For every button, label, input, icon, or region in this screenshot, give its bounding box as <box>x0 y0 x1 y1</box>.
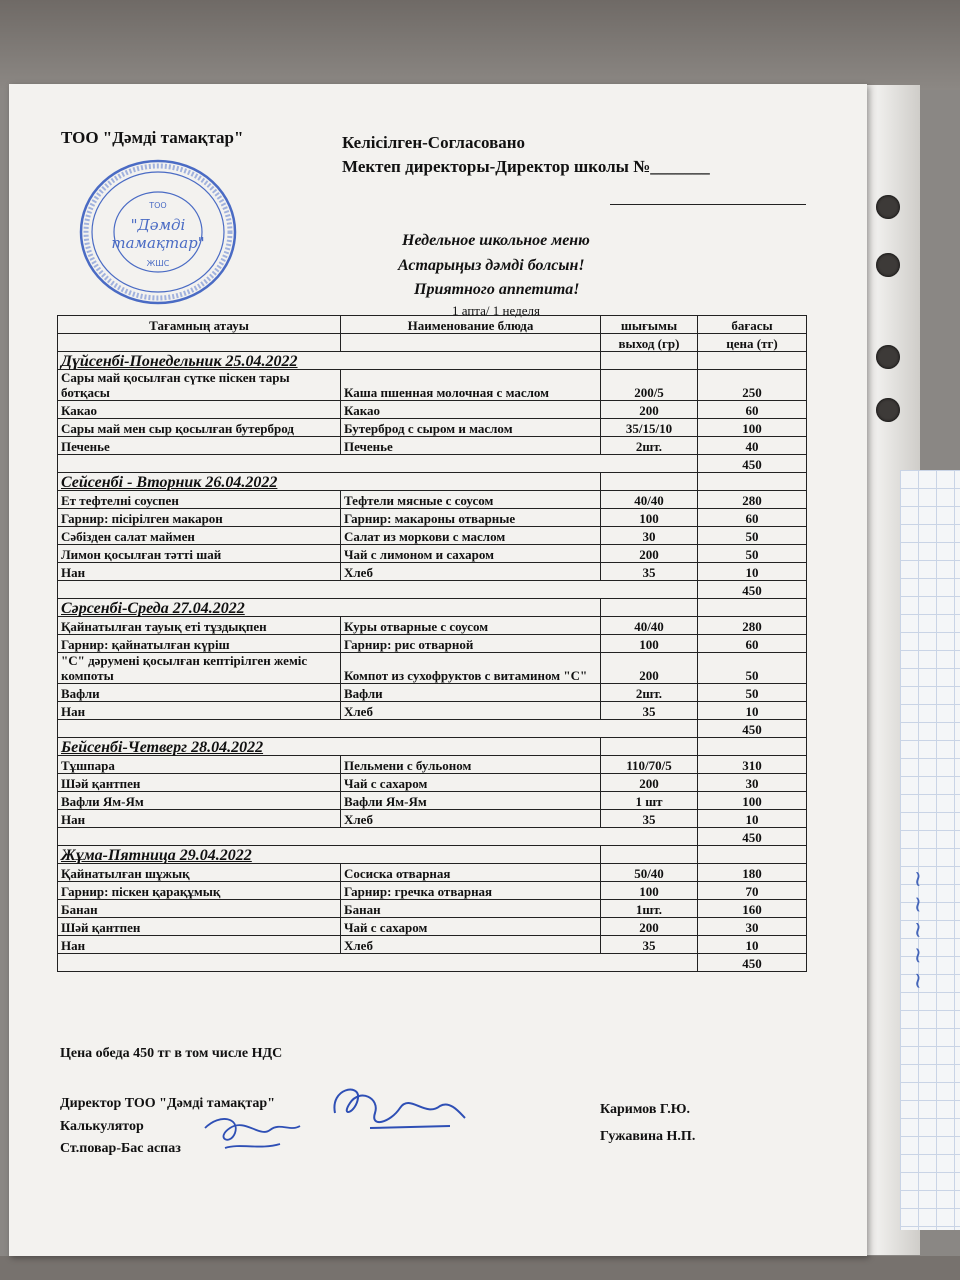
day-title: Жұма-Пятница 29.04.2022 <box>58 846 601 864</box>
day-heading-row <box>58 846 807 864</box>
dish-price: 40 <box>698 437 807 455</box>
day-total: 450 <box>698 828 807 846</box>
empty-cell <box>601 473 698 491</box>
director-label: Директор ТОО "Дәмді тамақтар" <box>60 1096 275 1111</box>
dish-yield: 200 <box>601 774 698 792</box>
dish-name-kz: Тұшпара <box>58 756 341 774</box>
table-row <box>58 774 807 792</box>
dish-yield: 40/40 <box>601 491 698 509</box>
dish-name-ru: Гарнир: гречка отварная <box>341 882 601 900</box>
dish-price: 10 <box>698 810 807 828</box>
empty-cell <box>58 828 698 846</box>
day-title: Дүйсенбі-Понедельник 25.04.2022 <box>58 352 601 370</box>
dish-name-ru: Хлеб <box>341 702 601 720</box>
dish-name-kz: "С" дәрумені қосылған кептірілген жеміс компоты <box>58 653 341 684</box>
dish-yield: 200 <box>601 545 698 563</box>
menu-greeting-kz: Астарыңыз дәмді болсын! <box>398 257 585 274</box>
stamp-name-1: "Дәмді <box>130 216 186 234</box>
company-name: ТОО "Дәмді тамақтар" <box>61 128 244 147</box>
day-heading-row <box>58 738 807 756</box>
empty-cell <box>698 846 807 864</box>
dish-yield: 35 <box>601 810 698 828</box>
day-total: 450 <box>698 954 807 972</box>
day-heading-row <box>58 473 807 491</box>
dish-name-ru: Какао <box>341 401 601 419</box>
day-heading-row <box>58 352 807 370</box>
dish-price: 50 <box>698 545 807 563</box>
empty-cell <box>601 738 698 756</box>
dish-price: 100 <box>698 792 807 810</box>
day-title: Бейсенбі-Четверг 28.04.2022 <box>58 738 601 756</box>
table-row <box>58 563 807 581</box>
empty-cell <box>58 581 698 599</box>
header-row <box>58 316 807 334</box>
table-row <box>58 437 807 455</box>
col-header-price-kz: бағасы <box>698 316 807 334</box>
stamp-name-2: тамақтар" <box>111 234 205 252</box>
dish-name-ru: Вафли Ям-Ям <box>341 792 601 810</box>
empty-cell <box>601 599 698 617</box>
stamp-top-text: ТОО <box>149 201 167 210</box>
dish-yield: 100 <box>601 509 698 527</box>
day-total-row <box>58 720 807 738</box>
day-total-row <box>58 954 807 972</box>
dish-name-ru: Сосиска отварная <box>341 864 601 882</box>
dish-name-ru: Тефтели мясные с соусом <box>341 491 601 509</box>
dish-price: 60 <box>698 509 807 527</box>
dish-yield: 35 <box>601 702 698 720</box>
dish-name-ru: Пельмени с бульоном <box>341 756 601 774</box>
dish-yield: 1шт. <box>601 900 698 918</box>
background-top <box>0 0 960 90</box>
dish-price: 10 <box>698 563 807 581</box>
stamp-bottom-text: ЖШС <box>146 259 170 268</box>
chef-name: Гужавина Н.П. <box>600 1129 696 1144</box>
table-row <box>58 527 807 545</box>
table-row <box>58 370 807 401</box>
dish-name-kz: Шәй қантпен <box>58 918 341 936</box>
dish-name-kz: Сәбізден салат маймен <box>58 527 341 545</box>
day-total: 450 <box>698 455 807 473</box>
dish-name-ru: Гарнир: рис отварной <box>341 635 601 653</box>
day-title: Сәрсенбі-Среда 27.04.2022 <box>58 599 601 617</box>
dish-yield: 2шт. <box>601 437 698 455</box>
dish-name-kz: Нан <box>58 810 341 828</box>
table-row <box>58 419 807 437</box>
col-header-ru: Наименование блюда <box>341 316 601 334</box>
dish-yield: 50/40 <box>601 864 698 882</box>
day-total-row <box>58 455 807 473</box>
table-row <box>58 545 807 563</box>
dish-yield: 35 <box>601 936 698 954</box>
dish-name-kz: Шәй қантпен <box>58 774 341 792</box>
table-row <box>58 702 807 720</box>
school-director-line: Мектеп директоры-Директор школы №_______ <box>342 157 710 176</box>
dish-name-ru: Чай с лимоном и сахаром <box>341 545 601 563</box>
day-total: 450 <box>698 720 807 738</box>
calculator-signature <box>200 1108 310 1158</box>
table-row <box>58 653 807 684</box>
empty-cell <box>601 352 698 370</box>
dish-name-ru: Чай с сахаром <box>341 918 601 936</box>
dish-name-ru: Куры отварные с соусом <box>341 617 601 635</box>
dish-name-ru: Хлеб <box>341 810 601 828</box>
dish-name-kz: Қайнатылған тауық еті тұздықпен <box>58 617 341 635</box>
dish-yield: 30 <box>601 527 698 545</box>
dish-name-ru: Компот из сухофруктов с витамином "С" <box>341 653 601 684</box>
dish-name-kz: Лимон қосылған тәтті шай <box>58 545 341 563</box>
background-bottom <box>0 1256 960 1280</box>
dish-yield: 40/40 <box>601 617 698 635</box>
table-row <box>58 810 807 828</box>
col-header-price-ru: цена (тг) <box>698 334 807 352</box>
punch-hole <box>876 253 900 277</box>
empty-cell <box>698 352 807 370</box>
dish-yield: 2шт. <box>601 684 698 702</box>
dish-name-kz: Сары май мен сыр қосылған бутерброд <box>58 419 341 437</box>
dish-name-ru: Хлеб <box>341 563 601 581</box>
dish-price: 180 <box>698 864 807 882</box>
day-total: 450 <box>698 581 807 599</box>
dish-price: 50 <box>698 527 807 545</box>
dish-yield: 200 <box>601 653 698 684</box>
dish-name-kz: Вафли <box>58 684 341 702</box>
dish-price: 310 <box>698 756 807 774</box>
table-row <box>58 401 807 419</box>
dish-price: 30 <box>698 774 807 792</box>
dish-name-kz: Какао <box>58 401 341 419</box>
dish-name-kz: Гарнир: піскен қарақұмық <box>58 882 341 900</box>
day-total-row <box>58 828 807 846</box>
empty-cell <box>58 720 698 738</box>
dish-yield: 110/70/5 <box>601 756 698 774</box>
signature-line <box>610 204 806 205</box>
table-row <box>58 882 807 900</box>
company-stamp <box>78 158 238 306</box>
dish-name-kz: Вафли Ям-Ям <box>58 792 341 810</box>
director-signature <box>330 1078 470 1138</box>
header-row <box>58 334 807 352</box>
col-header-kz: Тағамның атауы <box>58 316 341 334</box>
dish-yield: 200 <box>601 401 698 419</box>
table-row <box>58 918 807 936</box>
dish-price: 10 <box>698 936 807 954</box>
agreed-label: Келісілген-Согласовано <box>342 133 526 152</box>
dish-name-kz: Печенье <box>58 437 341 455</box>
dish-price: 50 <box>698 684 807 702</box>
punch-hole <box>876 195 900 219</box>
table-row <box>58 635 807 653</box>
calculator-label: Калькулятор <box>60 1119 144 1134</box>
dish-yield: 200 <box>601 918 698 936</box>
day-heading-row <box>58 599 807 617</box>
handwritten-notes: ~ ~ ~ ~ ~ <box>906 869 931 990</box>
dish-yield: 200/5 <box>601 370 698 401</box>
empty-cell <box>698 473 807 491</box>
punch-hole <box>876 345 900 369</box>
dish-name-ru: Вафли <box>341 684 601 702</box>
dish-name-kz: Банан <box>58 900 341 918</box>
dish-price: 50 <box>698 653 807 684</box>
dish-name-kz: Гарнир: пісірілген макарон <box>58 509 341 527</box>
dish-yield: 1 шт <box>601 792 698 810</box>
dish-name-kz: Гарнир: қайнатылған күріш <box>58 635 341 653</box>
day-total-row <box>58 581 807 599</box>
dish-name-kz: Нан <box>58 936 341 954</box>
dish-name-kz: Қайнатылған шұжық <box>58 864 341 882</box>
dish-name-ru: Печенье <box>341 437 601 455</box>
dish-name-ru: Гарнир: макароны отварные <box>341 509 601 527</box>
dish-yield: 100 <box>601 882 698 900</box>
punch-hole <box>876 398 900 422</box>
table-row <box>58 756 807 774</box>
table-row <box>58 509 807 527</box>
empty-cell <box>58 455 698 473</box>
dish-name-kz: Нан <box>58 563 341 581</box>
dish-name-ru: Банан <box>341 900 601 918</box>
table-row <box>58 936 807 954</box>
table-row <box>58 617 807 635</box>
dish-price: 160 <box>698 900 807 918</box>
dish-name-ru: Чай с сахаром <box>341 774 601 792</box>
empty-cell <box>58 954 698 972</box>
director-name: Каримов Г.Ю. <box>600 1102 690 1117</box>
empty-cell <box>698 599 807 617</box>
table-row <box>58 684 807 702</box>
dish-name-kz: Нан <box>58 702 341 720</box>
dish-name-ru: Бутерброд с сыром и маслом <box>341 419 601 437</box>
dish-name-ru: Хлеб <box>341 936 601 954</box>
dish-name-ru: Салат из моркови с маслом <box>341 527 601 545</box>
col-header-yield-kz: шығымы <box>601 316 698 334</box>
dish-yield: 35/15/10 <box>601 419 698 437</box>
dish-price: 30 <box>698 918 807 936</box>
menu-greeting-ru: Приятного аппетита! <box>414 281 580 298</box>
dish-price: 280 <box>698 617 807 635</box>
dish-yield: 100 <box>601 635 698 653</box>
dish-price: 60 <box>698 401 807 419</box>
dish-name-kz: Сары май қосылған сүтке піскен тары ботқасы <box>58 370 341 401</box>
table-row <box>58 864 807 882</box>
chef-label: Ст.повар-Бас аспаз <box>60 1141 181 1156</box>
table-row <box>58 900 807 918</box>
dish-price: 250 <box>698 370 807 401</box>
dish-name-ru: Каша пшенная молочная с маслом <box>341 370 601 401</box>
dish-price: 100 <box>698 419 807 437</box>
col-header-yield-ru: выход (гр) <box>601 334 698 352</box>
menu-title: Недельное школьное меню <box>402 232 590 249</box>
day-title: Сейсенбі - Вторник 26.04.2022 <box>58 473 601 491</box>
dish-yield: 35 <box>601 563 698 581</box>
menu-table <box>57 315 807 972</box>
table-row <box>58 792 807 810</box>
lunch-price-note: Цена обеда 450 тг в том числе НДС <box>60 1046 283 1061</box>
dish-price: 280 <box>698 491 807 509</box>
empty-cell <box>601 846 698 864</box>
dish-price: 60 <box>698 635 807 653</box>
dish-price: 10 <box>698 702 807 720</box>
table-row <box>58 491 807 509</box>
dish-name-kz: Ет тефтелні соуспен <box>58 491 341 509</box>
dish-price: 70 <box>698 882 807 900</box>
week-label: 1 апта/ 1 неделя <box>452 303 540 318</box>
empty-cell <box>698 738 807 756</box>
